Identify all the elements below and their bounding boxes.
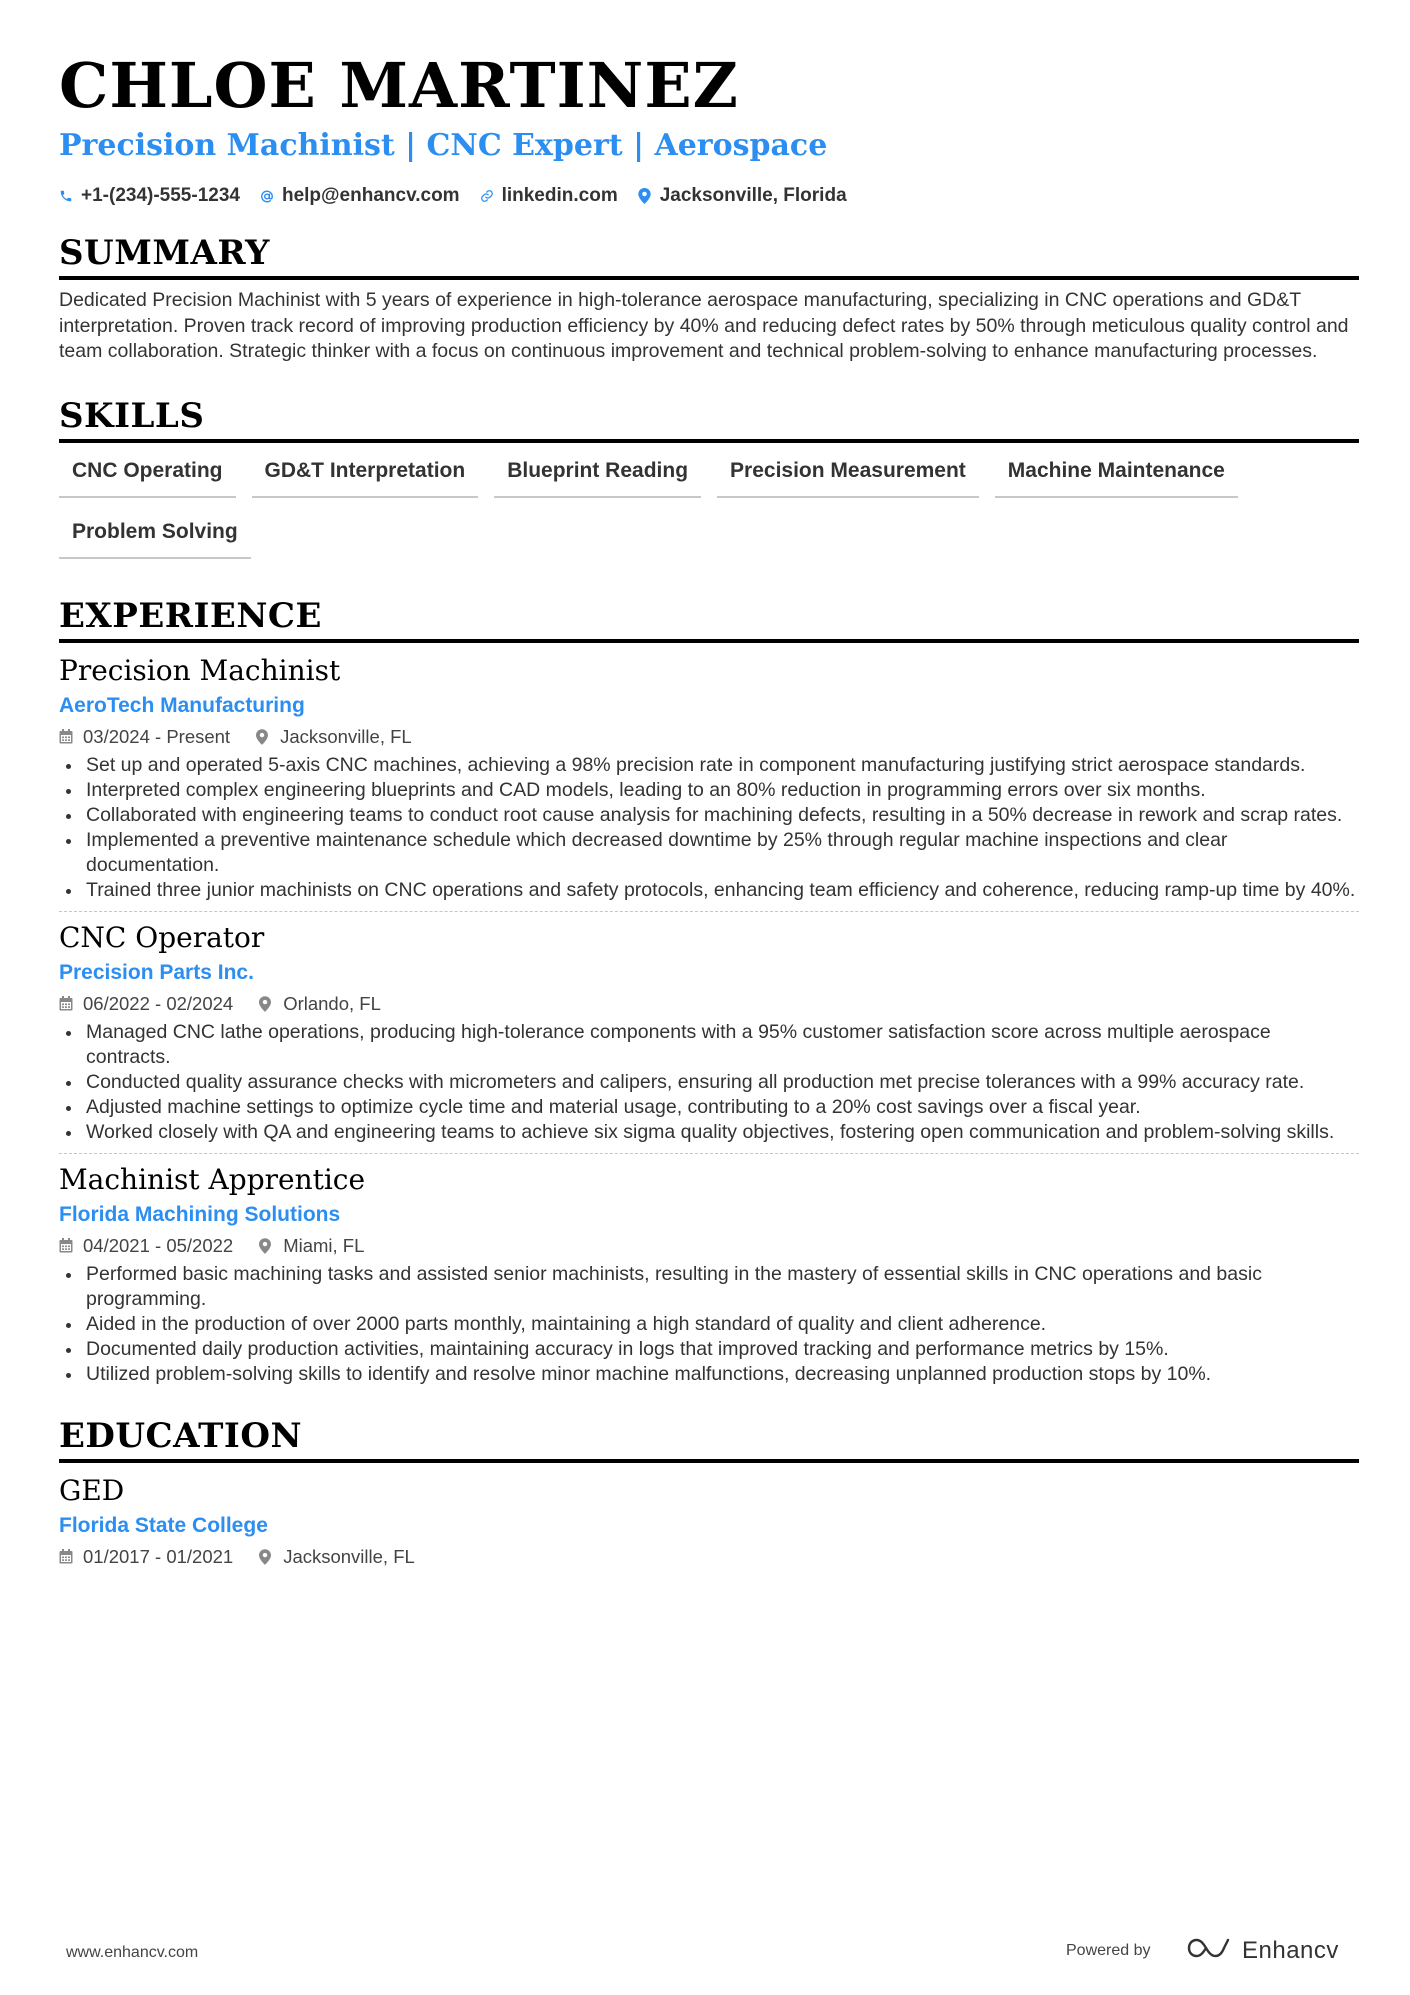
job-location-text: Miami, FL — [283, 1234, 365, 1256]
location-pin-icon — [259, 996, 273, 1012]
contact-linkedin-text: linkedin.com — [501, 185, 618, 206]
skills-list — [59, 455, 1359, 577]
contact-linkedin[interactable] — [480, 185, 618, 207]
location-pin-icon — [259, 1549, 273, 1565]
experience-section — [59, 595, 1359, 1387]
calendar-icon — [59, 729, 73, 745]
education-section — [59, 1415, 1359, 1571]
bullet-item: Adjusted machine settings to optimize cycle time and material usage, contributing to a 20% cost savings over a fiscal year. — [59, 1095, 1359, 1120]
bullet-item: Managed CNC lathe operations, producing high-tolerance components with a 95% customer satisfaction score across multiple aerospace contracts. — [59, 1020, 1359, 1070]
skill-tag: Problem Solving — [59, 516, 251, 559]
calendar-icon — [59, 1549, 73, 1565]
at-icon — [260, 188, 274, 204]
resume-header — [59, 46, 1359, 210]
skill-tag: Precision Measurement — [717, 455, 979, 498]
phone-icon — [59, 188, 73, 204]
job-title: Machinist Apprentice — [59, 1162, 366, 1196]
job-meta — [59, 990, 1359, 1018]
job-bullets — [59, 1262, 1359, 1387]
job-title: Precision Machinist — [59, 653, 341, 687]
bullet-item: Interpreted complex engineering blueprints and CAD models, leading to an 80% reduction in programming errors over six months. — [59, 778, 1359, 803]
education-location — [259, 1543, 415, 1571]
calendar-icon — [59, 1238, 73, 1254]
location-pin-icon — [259, 1238, 273, 1254]
calendar-icon — [59, 996, 73, 1012]
bullet-item: Aided in the production of over 2000 parts monthly, maintaining a high standard of quality and client adherence. — [59, 1312, 1359, 1337]
education-location-text: Jacksonville, FL — [283, 1545, 415, 1567]
job-dates — [59, 1232, 233, 1260]
contact-location — [638, 185, 847, 207]
skills-heading: SKILLS — [59, 395, 1359, 443]
skill-tag: Blueprint Reading — [494, 455, 701, 498]
skill-tag: CNC Operating — [59, 455, 236, 498]
experience-entry — [59, 920, 1359, 1154]
company-name[interactable]: Florida Machining Solutions — [59, 1202, 341, 1226]
location-pin-icon — [256, 729, 270, 745]
footer-website-link[interactable]: www.enhancv.com — [66, 1944, 199, 1961]
bullet-item: Utilized problem-solving skills to identify and resolve minor machine malfunctions, decreasing unplanned production stops by 10%. — [59, 1362, 1359, 1387]
job-location-text: Orlando, FL — [283, 992, 381, 1014]
bullet-item: Conducted quality assurance checks with micrometers and calipers, ensuring all production met precise tolerances with a 99% accuracy rate. — [59, 1070, 1359, 1095]
role-divider — [59, 911, 1359, 912]
footer-brand-text: Enhancv — [1242, 1936, 1339, 1964]
job-location-text: Jacksonville, FL — [280, 725, 412, 747]
job-location — [259, 990, 381, 1018]
summary-heading: SUMMARY — [59, 232, 1359, 280]
bullet-item: Trained three junior machinists on CNC operations and safety protocols, enhancing team efficiency and coherence, reducing ramp-up time by 40%. — [59, 878, 1359, 903]
job-meta — [59, 1232, 1359, 1260]
page-footer — [0, 1936, 1410, 1976]
bullet-item: Documented daily production activities, maintaining accuracy in logs that improved tracking and performance metrics by 15%. — [59, 1337, 1359, 1362]
education-entry — [59, 1473, 1359, 1571]
bullet-item: Worked closely with QA and engineering teams to achieve six sigma quality objectives, fostering open communication and problem-solving skills. — [59, 1120, 1359, 1145]
company-name[interactable]: AeroTech Manufacturing — [59, 693, 305, 717]
bullet-item: Set up and operated 5-axis CNC machines, achieving a 98% precision rate in component manufacturing justifying strict aerospace standards. — [59, 753, 1359, 778]
job-location — [259, 1232, 364, 1260]
contact-email-text: help@enhancv.com — [281, 185, 460, 206]
job-location — [256, 723, 412, 751]
education-heading: EDUCATION — [59, 1415, 1359, 1463]
candidate-headline: Precision Machinist | CNC Expert | Aerospace — [59, 128, 828, 163]
education-meta — [59, 1543, 1359, 1571]
experience-heading: EXPERIENCE — [59, 595, 1359, 643]
job-title: CNC Operator — [59, 920, 265, 954]
contact-email[interactable] — [260, 185, 460, 207]
contact-bar — [59, 182, 1359, 210]
candidate-name: CHLOE MARTINEZ — [59, 49, 739, 122]
bullet-item: Collaborated with engineering teams to conduct root cause analysis for machining defects, resulting in a 50% decrease in rework and scrap rates. — [59, 803, 1359, 828]
job-dates-text: 04/2021 - 05/2022 — [83, 1234, 234, 1256]
link-icon — [480, 188, 494, 204]
footer-brand-logo[interactable] — [1186, 1936, 1339, 1965]
company-name[interactable]: Precision Parts Inc. — [59, 960, 254, 984]
job-dates-text: 06/2022 - 02/2024 — [83, 992, 234, 1014]
job-dates-text: 03/2024 - Present — [83, 725, 231, 747]
job-meta — [59, 723, 1359, 751]
education-dates — [59, 1543, 233, 1571]
job-bullets — [59, 753, 1359, 903]
bullet-item: Implemented a preventive maintenance schedule which decreased downtime by 25% through regular machine inspections and clear documentation. — [59, 828, 1359, 878]
footer-powered-by: Powered by — [1066, 1942, 1151, 1959]
job-dates — [59, 723, 230, 751]
contact-phone-text: +1-(234)-555-1234 — [81, 185, 240, 206]
education-dates-text: 01/2017 - 01/2021 — [83, 1545, 234, 1567]
job-dates — [59, 990, 233, 1018]
experience-entry — [59, 1162, 1359, 1387]
bullet-item: Performed basic machining tasks and assisted senior machinists, resulting in the mastery of essential skills in CNC operations and basic programming. — [59, 1262, 1359, 1312]
location-pin-icon — [638, 188, 652, 204]
skills-section — [59, 395, 1359, 577]
summary-section — [59, 232, 1359, 365]
experience-entry — [59, 653, 1359, 912]
skill-tag: Machine Maintenance — [995, 455, 1238, 498]
summary-text: Dedicated Precision Machinist with 5 years of experience in high-tolerance aerospace manufacturing, specializing in CNC operations and GD&T interpretation. Proven track record of improving production efficiency by 40% and reducing defect rates by 50% through meticulous quality control and team collaboration. Strategic thinker with a focus on continuous improvement and technical problem-solving to enhance manufacturing processes. — [59, 289, 1349, 362]
school-name[interactable]: Florida State College — [59, 1513, 268, 1537]
contact-phone[interactable] — [59, 185, 240, 207]
role-divider — [59, 1153, 1359, 1154]
skill-tag: GD&T Interpretation — [252, 455, 479, 498]
job-bullets — [59, 1020, 1359, 1145]
contact-location-text: Jacksonville, Florida — [659, 185, 847, 206]
resume-page — [59, 46, 1359, 1571]
degree-title: GED — [59, 1473, 125, 1507]
enhancv-logo-icon — [1186, 1936, 1232, 1965]
